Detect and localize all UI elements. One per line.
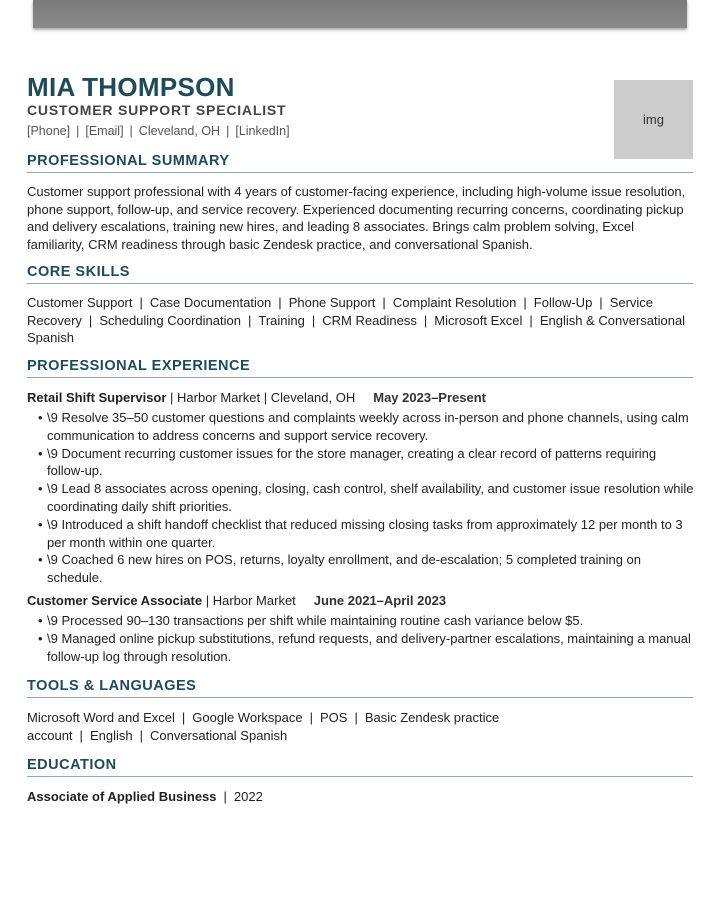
job-header — [27, 592, 446, 609]
job-dates: June 2021–April 2023 — [313, 593, 447, 608]
tools-list: Microsoft Word and Excel | Google Workspace | POS | Basic Zendesk practice account | English | Conversational Spanish — [27, 710, 500, 743]
candidate-title: CUSTOMER SUPPORT SPECIALIST — [27, 102, 287, 118]
bullet-item: • \9 Coached 6 new hires on POS, returns, loyalty enrollment, and de-escalation; 5 completed training on schedule. — [39, 551, 695, 587]
contact-email: [Email] — [85, 124, 124, 138]
skill-item: Customer Support — [27, 295, 133, 310]
tool-item: English — [89, 727, 133, 743]
skill-item: Phone Support — [288, 295, 376, 310]
section-title-summary: PROFESSIONAL SUMMARY — [27, 153, 693, 173]
skill-item: Microsoft Excel — [434, 312, 523, 328]
contact-location: Cleveland, OH — [138, 124, 221, 138]
bullet-item: • \9 Managed online pickup substitutions, refund requests, and delivery-partner escalations, maintaining a manual follow-up log through resolution. — [39, 630, 695, 666]
top-banner — [33, 0, 687, 28]
bullet-item: • \9 Lead 8 associates across opening, closing, cash control, shelf availability, and customer issue resolution while coordinating daily shift priorities. — [39, 480, 695, 516]
summary-text: Customer support professional with 4 years of customer-facing experience, including high-volume issue resolution, phone support, follow-up, and service recovery. Experienced documenting recurring concerns, coordinating pickup and delivery escalations, training new hires, and leading 8 associates. Brings calm problem solving, Excel familiarity, CRM readiness through basic Zendesk practice, and conversational Spanish. — [27, 184, 686, 252]
tool-item: Microsoft Word and Excel — [27, 710, 175, 725]
tool-item: POS — [319, 710, 348, 725]
job-details: | Harbor Market | Cleveland, OH — [166, 390, 356, 405]
profile-photo-placeholder — [614, 80, 693, 159]
bullet-item: • \9 Processed 90–130 transactions per shift while maintaining routine cash variance below $5. — [39, 612, 695, 630]
education-degree: Associate of Applied Business — [27, 789, 217, 804]
photo-label: img — [643, 112, 664, 127]
skills-list: Customer Support | Case Documentation | Phone Support | Complaint Resolution | Follow-Up | Service Recovery | Scheduling Coordination | Training | CRM Readiness | Microsoft Excel | English & Conversational Spanish — [27, 295, 686, 345]
contact-linkedin: [LinkedIn] — [235, 124, 290, 138]
skill-item: Training — [258, 312, 305, 328]
skill-item: Scheduling Coordination — [99, 312, 241, 328]
skill-item: English & Conversational Spanish — [27, 312, 686, 345]
job-dates: May 2023–Present — [373, 390, 486, 405]
job-details: | Harbor Market — [202, 593, 296, 608]
contact-phone: [Phone] — [27, 124, 71, 138]
job-bullets — [39, 612, 695, 665]
bullet-item: • \9 Introduced a shift handoff checklist that reduced missing closing tasks from approximately 12 per month to 3 per month within one quarter. — [39, 516, 695, 552]
job-header — [27, 389, 486, 406]
tool-item: Basic Zendesk practice account — [27, 710, 500, 743]
skill-item: Complaint Resolution — [392, 295, 517, 310]
skill-item: Service Recovery — [27, 295, 654, 328]
section-title-tools: TOOLS & LANGUAGES — [27, 678, 693, 698]
education-entry: Associate of Applied Business | 2022 — [27, 789, 263, 804]
job-role: Customer Service Associate — [27, 593, 203, 608]
bullet-item: • \9 Document recurring customer issues for the store manager, creating a clear record of patterns requiring follow-up. — [39, 445, 695, 481]
skill-item: Follow-Up — [533, 295, 593, 310]
section-title-education: EDUCATION — [27, 757, 693, 777]
skill-item: CRM Readiness — [322, 312, 417, 328]
job-bullets — [39, 409, 695, 587]
candidate-name: MIA THOMPSON — [27, 72, 235, 102]
tool-item: Google Workspace — [192, 710, 303, 725]
section-title-experience: PROFESSIONAL EXPERIENCE — [27, 358, 693, 378]
section-title-skills: CORE SKILLS — [27, 264, 693, 284]
job-role: Retail Shift Supervisor — [27, 390, 167, 405]
bullet-item: • \9 Resolve 35–50 customer questions and complaints weekly across in-person and phone channels, using calm communication to address concerns and support service recovery. — [39, 409, 695, 445]
education-year: 2022 — [233, 789, 263, 804]
tool-item: Conversational Spanish — [149, 727, 288, 743]
contact-line: [Phone] | [Email] | Cleveland, OH | [LinkedIn] — [27, 124, 290, 138]
skill-item: Case Documentation — [149, 295, 272, 310]
